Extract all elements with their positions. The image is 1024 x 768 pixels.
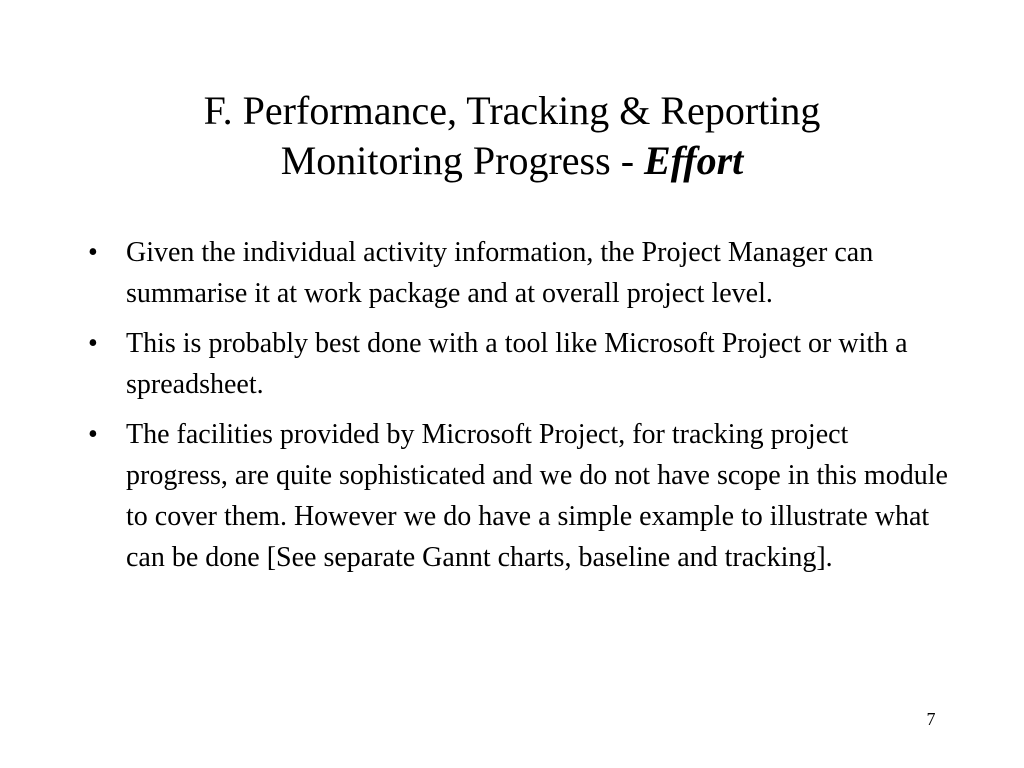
- slide-title: [80, 86, 944, 186]
- title-line-2-text: Monitoring Progress -: [280, 138, 645, 183]
- bullet-icon: •: [88, 237, 98, 268]
- bullet-item: [88, 414, 948, 578]
- bullet-item: [88, 323, 948, 405]
- bullet-text: Given the individual activity information, the Project Manager can summarise it at work package and at overall project level.: [126, 237, 874, 309]
- bullet-text: This is probably best done with a tool like Microsoft Project or with a spreadsheet.: [126, 328, 908, 400]
- bullet-item: [88, 232, 948, 314]
- bullet-icon: •: [88, 328, 98, 359]
- title-emphasis: Effort: [644, 138, 744, 183]
- bullet-icon: •: [88, 419, 98, 450]
- title-line-2: [80, 136, 944, 186]
- bullet-text: The facilities provided by Microsoft Project, for tracking project progress, are quite sophisticated and we do not have scope in this module to cover them. However we do have a simple example to illustrate what can be done [See separate Gannt charts, baseline and tracking].: [126, 419, 948, 573]
- page-number: 7: [926, 709, 936, 729]
- title-line-1: F. Performance, Tracking & Reporting: [203, 88, 821, 133]
- bullet-list: [88, 232, 948, 587]
